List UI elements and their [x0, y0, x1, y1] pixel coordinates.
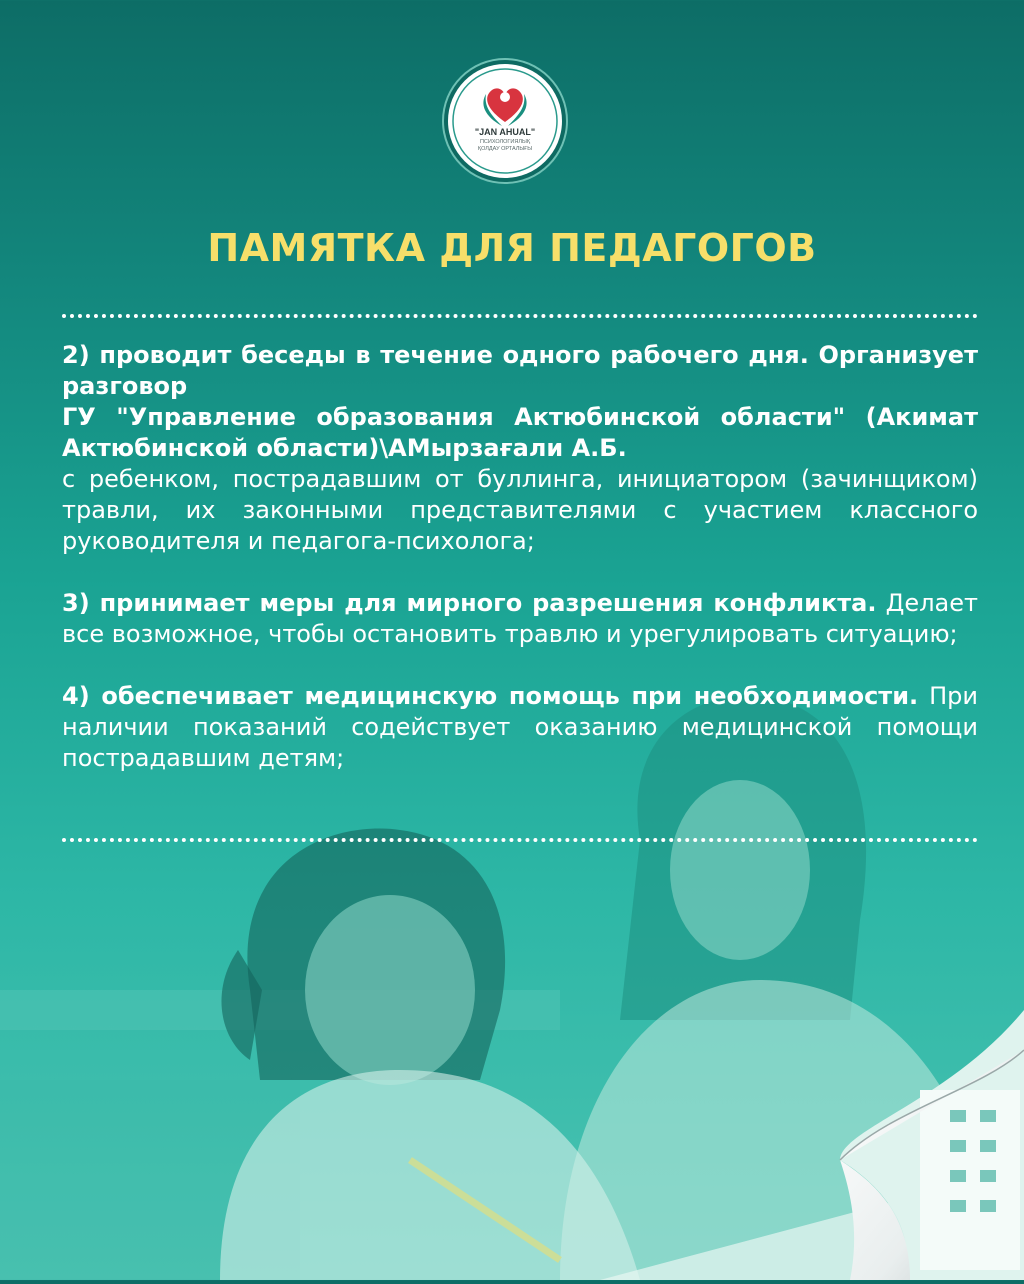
- logo-name: "JAN AHUAL": [474, 127, 536, 137]
- memo-item-2: [62, 340, 978, 557]
- memo-item-4-text: При наличии показаний содействует оказанию медицинской помощи пострадавшим детям;: [62, 682, 978, 772]
- memo-item-3-text: Делает все возможное, чтобы остановить травлю и урегулировать ситуацию;: [62, 589, 978, 648]
- memo-item-4-heading: 4) обеспечивает медицинскую помощь при необходимости.: [62, 682, 919, 710]
- page-curl-decoration: [830, 1010, 1024, 1280]
- logo-subtitle: [448, 139, 562, 153]
- memo-item-3: [62, 588, 978, 650]
- memo-item-4: [62, 681, 978, 774]
- dotted-divider-top: [62, 314, 978, 318]
- logo-subtitle-line-2: ҚОЛДАУ ОРТАЛЫҒЫ: [477, 146, 533, 152]
- memo-content: [62, 340, 978, 774]
- memo-item-2-text: с ребенком, пострадавшим от буллинга, инициатором (зачинщиком) травли, их законными представителями с участием классного руководителя и педагога-психолога;: [62, 465, 978, 555]
- logo-subtitle-line-1: ПСИХОЛОГИЯЛЫҚ: [479, 139, 531, 145]
- organization-logo: [448, 64, 562, 178]
- memo-item-2-organization: ГУ "Управление образования Актюбинской области" (Акимат Актюбинской области)\АМырзағали А.Б.: [62, 403, 978, 462]
- memo-item-3-heading: 3) принимает меры для мирного разрешения конфликта.: [62, 589, 877, 617]
- page-title: ПАМЯТКА ДЛЯ ПЕДАГОГОВ: [207, 226, 817, 270]
- memo-item-2-heading: 2) проводит беседы в течение одного рабочего дня. Организует разговор: [62, 341, 978, 400]
- dotted-divider-bottom: [62, 838, 978, 842]
